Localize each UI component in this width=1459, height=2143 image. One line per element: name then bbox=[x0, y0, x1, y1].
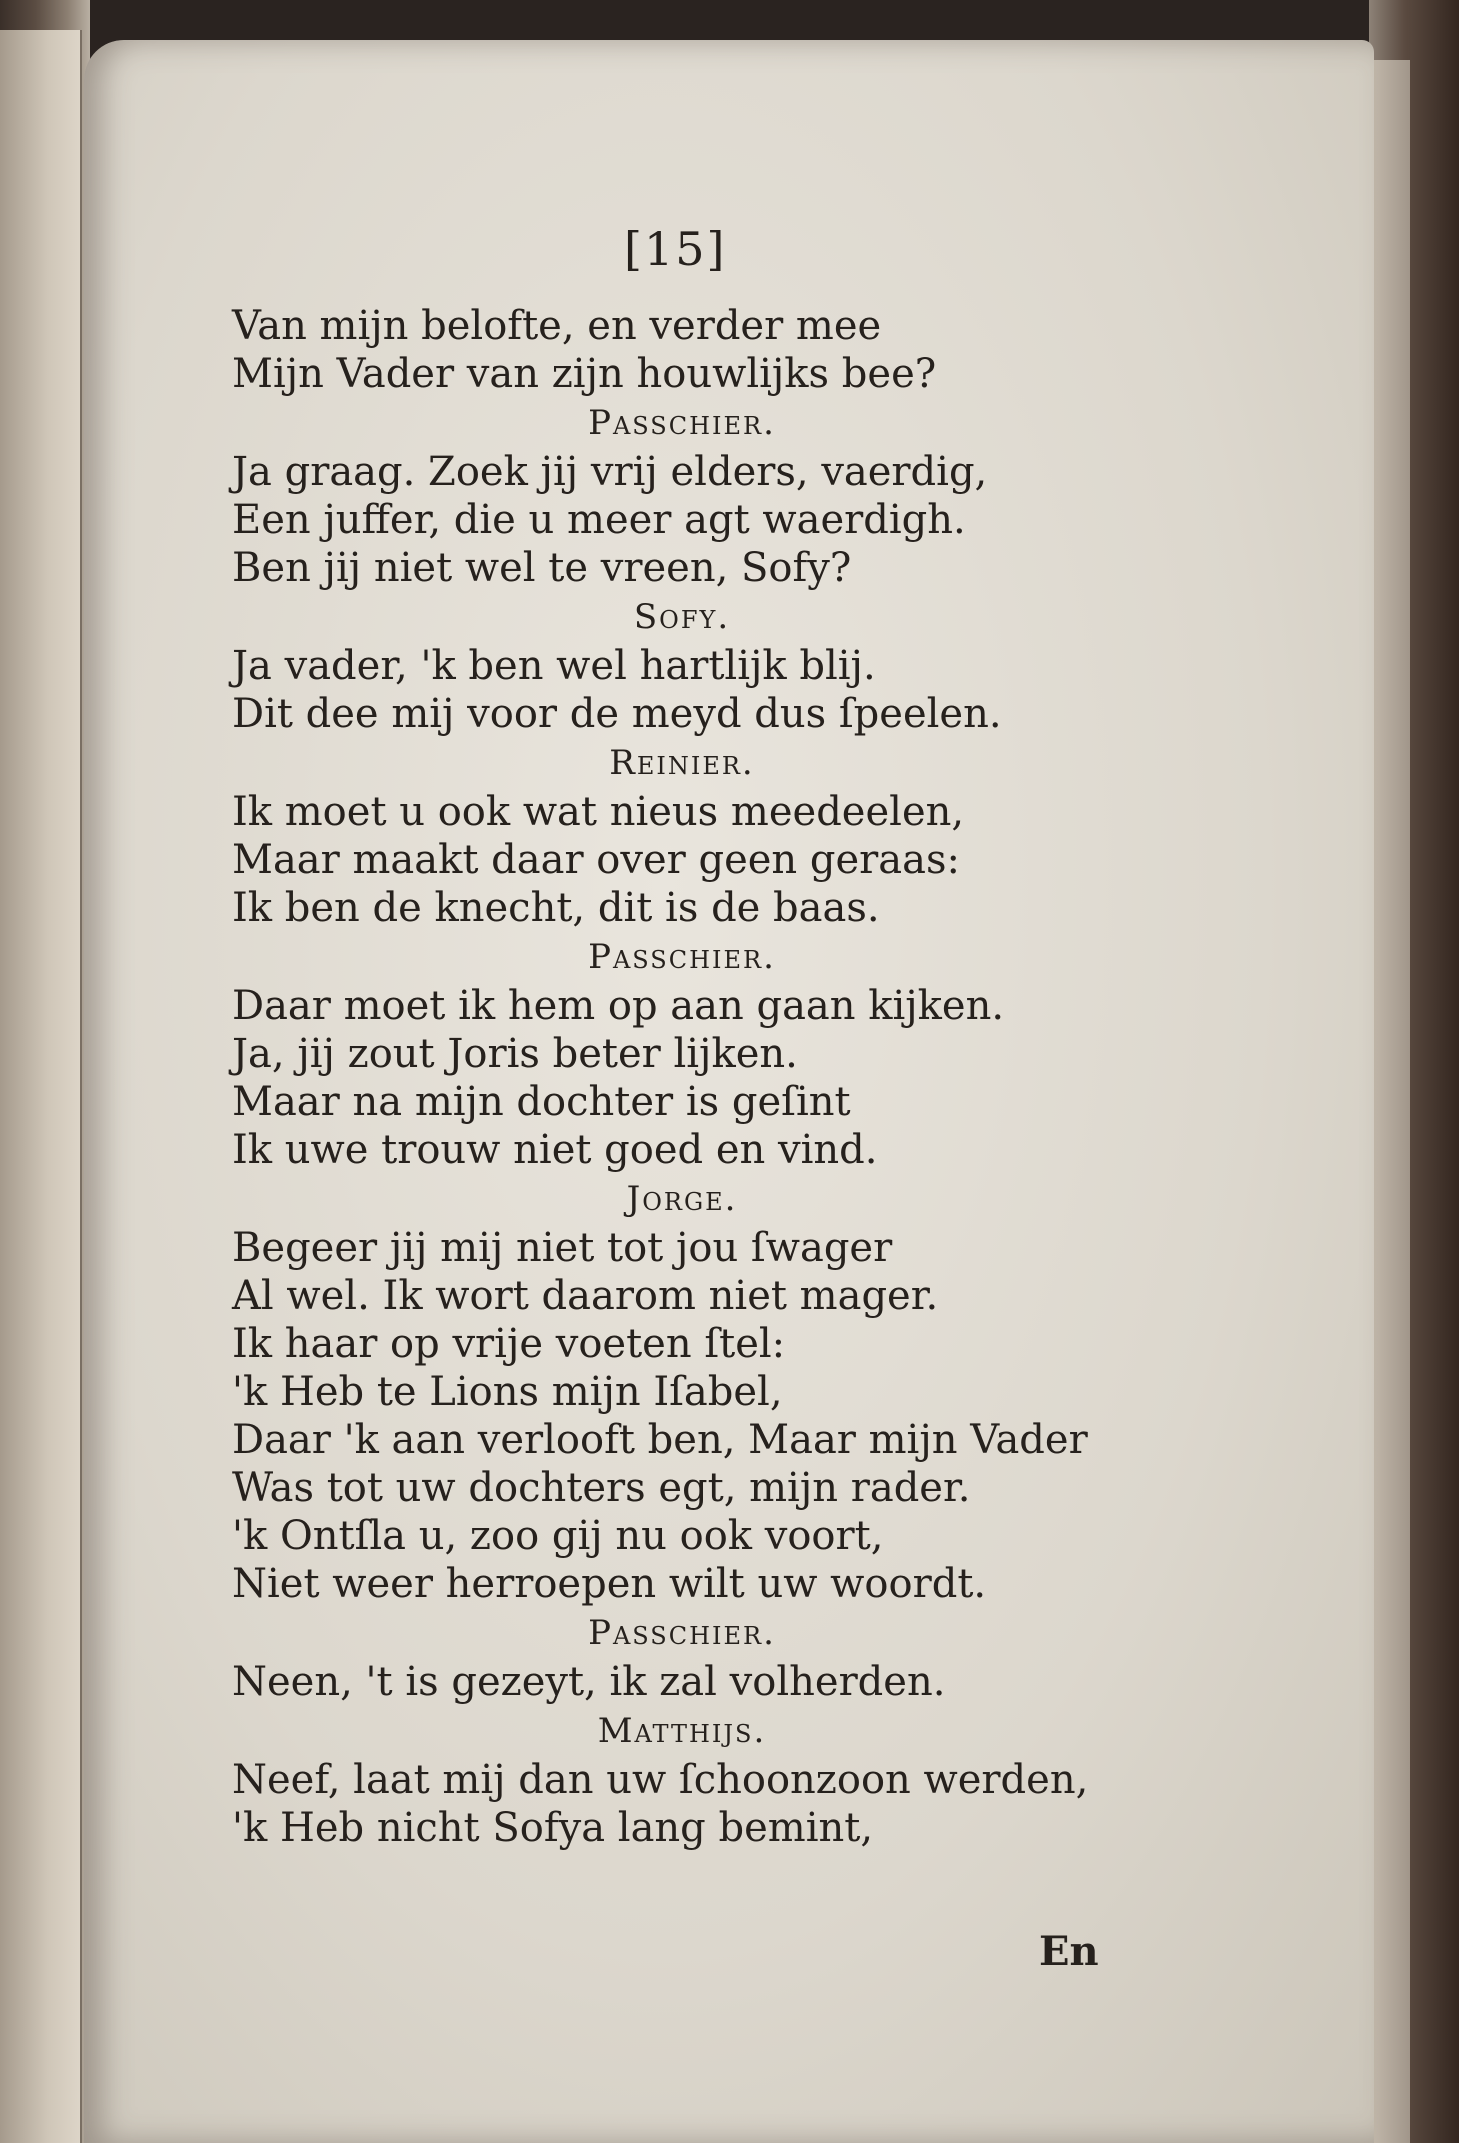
verse-line: Dit dee mij voor de meyd dus ſpeelen. bbox=[232, 691, 1002, 737]
verse-line: Ja, jij zout Joris beter lijken. bbox=[232, 1031, 798, 1077]
verse-line: 'k Ontſla u, zoo gij nu ook voort, bbox=[232, 1513, 884, 1559]
verse-line: Neef, laat mij dan uw ſchoonzoon werden, bbox=[232, 1757, 1089, 1803]
previous-page-edge bbox=[0, 30, 82, 2143]
verse-line: 'k Heb te Lions mijn Iſabel, bbox=[232, 1369, 783, 1415]
verse-line: Neen, 't is gezeyt, ik zal volherden. bbox=[232, 1659, 946, 1705]
verse-line: Niet weer herroepen wilt uw woordt. bbox=[232, 1561, 987, 1607]
verse-line: Ja vader, 'k ben wel hartlijk blij. bbox=[232, 643, 876, 689]
speaker-name: Passchier. bbox=[588, 1613, 776, 1653]
verse-line: Daar moet ik hem op aan gaan kijken. bbox=[232, 983, 1005, 1029]
verse-line: Daar 'k aan verlooft ben, Maar mijn Vader bbox=[232, 1417, 1088, 1463]
verse-line: Begeer jij mij niet tot jou ſwager bbox=[232, 1225, 893, 1271]
verse-line: Ja graag. Zoek jij vrij elders, vaerdig, bbox=[232, 449, 988, 495]
verse-line: Ik moet u ook wat nieus meedeelen, bbox=[232, 789, 965, 835]
speaker-name: Passchier. bbox=[588, 403, 776, 443]
book-page bbox=[84, 40, 1374, 2143]
verse-line: 'k Heb nicht Sofya lang bemint, bbox=[232, 1805, 874, 1851]
page-number: [15] bbox=[624, 222, 727, 276]
verse-line: Al wel. Ik wort daarom niet mager. bbox=[232, 1273, 939, 1319]
catchword: En bbox=[1039, 1928, 1099, 1975]
speaker-name: Jorge. bbox=[626, 1179, 738, 1219]
verse-line: Ik uwe trouw niet goed en vind. bbox=[232, 1127, 878, 1173]
verse-line: Ben jij niet wel te vreen, Sofy? bbox=[232, 545, 852, 591]
verse-line: Een juffer, die u meer agt waerdigh. bbox=[232, 497, 966, 543]
verse-line: Ik ben de knecht, dit is de baas. bbox=[232, 885, 880, 931]
play-text bbox=[232, 302, 1132, 1852]
verse-line: Was tot uw dochters egt, mijn rader. bbox=[232, 1465, 971, 1511]
verse-line: Van mijn belofte, en verder mee bbox=[232, 303, 882, 349]
verse-line: Mijn Vader van zijn houwlijks bee? bbox=[232, 351, 937, 397]
speaker-name: Reinier. bbox=[609, 743, 755, 783]
speaker-name: Sofy. bbox=[633, 597, 731, 637]
verse-line: Maar na mijn dochter is geſint bbox=[232, 1079, 851, 1125]
verse-line: Maar maakt daar over geen geraas: bbox=[232, 837, 960, 883]
speaker-name: Matthijs. bbox=[597, 1711, 767, 1751]
verse-line: Ik haar op vrije voeten ſtel: bbox=[232, 1321, 786, 1367]
speaker-name: Passchier. bbox=[588, 937, 776, 977]
